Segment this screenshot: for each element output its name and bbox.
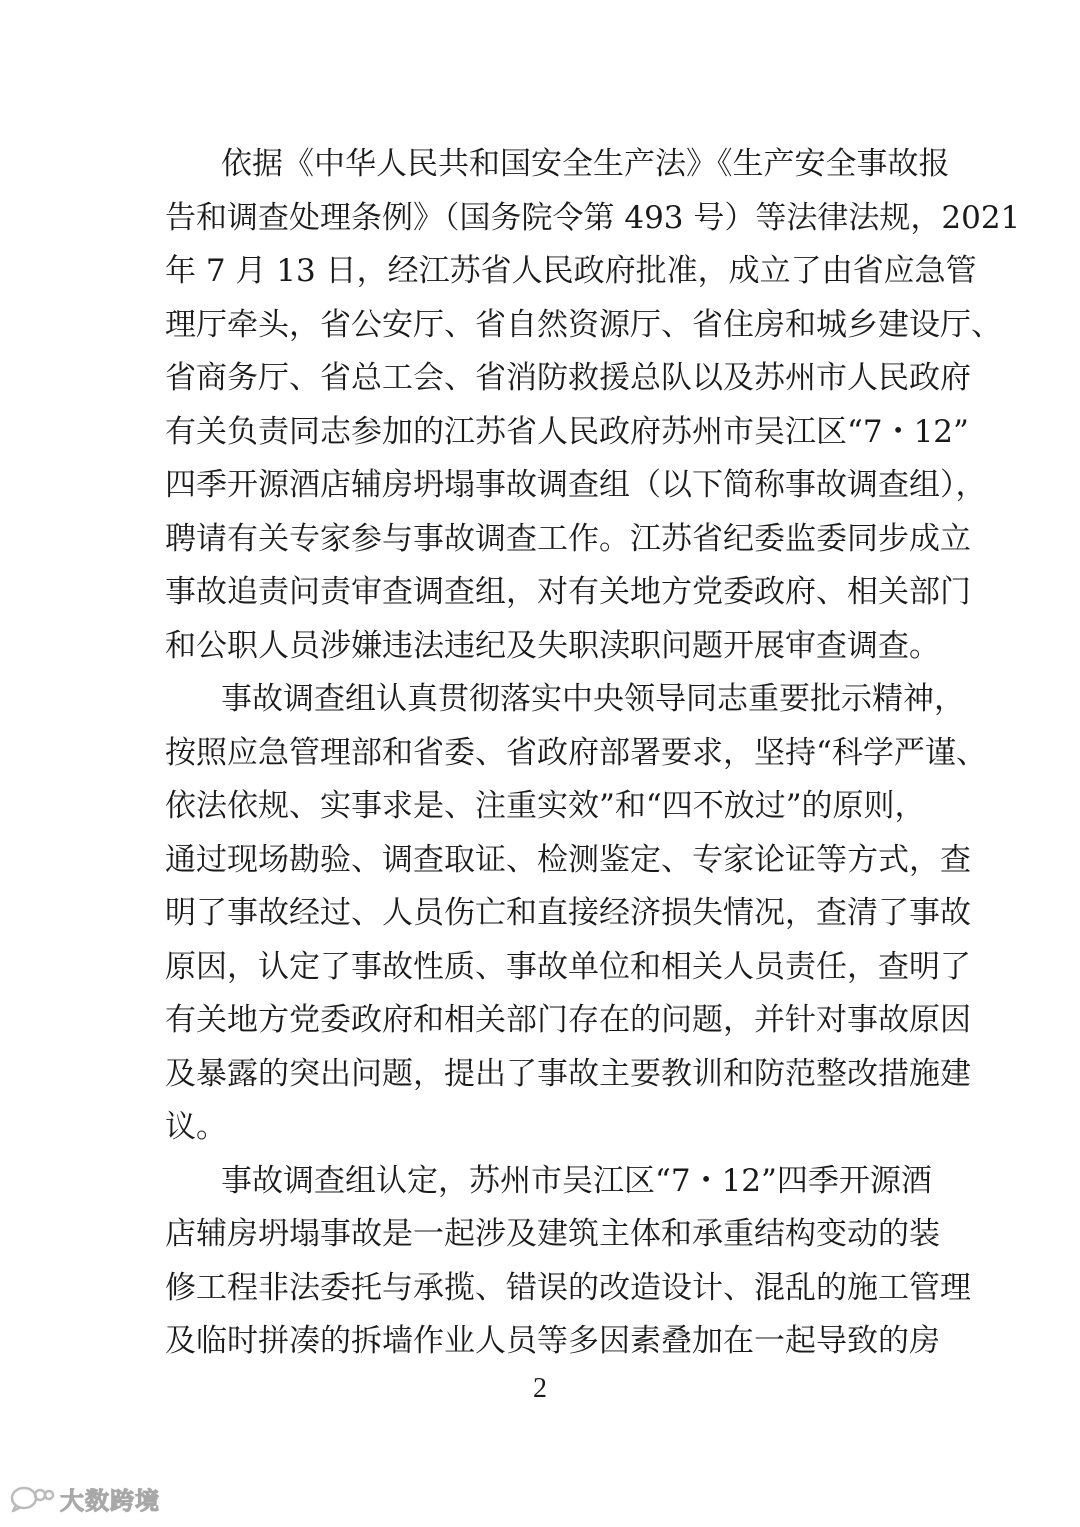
text-line: 省商务厅、省总工会、省消防救援总队以及苏州市人民政府 [165,360,971,396]
text-line: 依法依规、实事求是、注重实效”和“四不放过”的原则， [165,788,926,824]
text-line: 有关地方党委政府和相关部门存在的问题，并针对事故原因 [165,1002,971,1038]
text-line: 及临时拼凑的拆墙作业人员等多因素叠加在一起导致的房 [165,1323,940,1359]
text-line: 年 7 月 13 日，经江苏省人民政府批准，成立了由省应急管 [165,253,977,289]
text-line: 通过现场勘验、调查取证、检测鉴定、专家论证等方式，查 [165,841,971,878]
chat-bubble-logo-icon [10,1483,54,1513]
text-line: 事故调查组认真贯彻落实中央领导同志重要批示精神， [221,681,965,717]
paragraph [165,673,987,1155]
text-line: 修工程非法委托与承揽、错误的改造设计、混乱的施工管理 [165,1269,971,1306]
text-line: 及暴露的突出问题，提出了事故主要教训和防范整改措施建 [165,1055,971,1092]
text-line: 依据《中华人民共和国安全生产法》《生产安全事故报 [221,146,950,182]
text-line: 按照应急管理部和省委、省政府部署要求，坚持“科学严谨、 [165,734,987,771]
document-body [165,138,1021,1369]
text-line: 有关负责同志参加的江苏省人民政府苏州市吴江区“7・12” [165,413,969,450]
page-number: 2 [533,1373,547,1404]
text-line: 聘请有关专家参与事故调查工作。江苏省纪委监委同步成立 [165,520,971,557]
text-line: 告和调查处理条例》（国务院令第 493 号）等法律法规，2021 [165,199,1021,236]
paragraph [165,1155,971,1369]
text-line: 四季开源酒店辅房坍塌事故调查组（以下简称事故调查组）， [165,467,987,503]
text-line: 事故追责问责审查调查组，对有关地方党委政府、相关部门 [165,574,971,610]
text-line: 明了事故经过、人员伤亡和直接经济损失情况，查清了事故 [165,895,971,931]
text-line: 原因，认定了事故性质、事故单位和相关人员责任，查明了 [165,948,971,985]
watermark-text: 大数跨境 [60,1486,160,1515]
watermark [10,1478,160,1518]
text-line: 议。 [165,1109,227,1145]
text-line: 事故调查组认定，苏州市吴江区“7・12”四季开源酒 [221,1162,932,1199]
text-line: 理厅牵头，省公安厅、省自然资源厅、省住房和城乡建设厅、 [165,306,1002,343]
text-line: 和公职人员涉嫌违法违纪及失职渎职问题开展审查调查。 [165,627,940,664]
text-line: 店辅房坍塌事故是一起涉及建筑主体和承重结构变动的装 [165,1216,940,1252]
paragraph [165,138,1021,673]
